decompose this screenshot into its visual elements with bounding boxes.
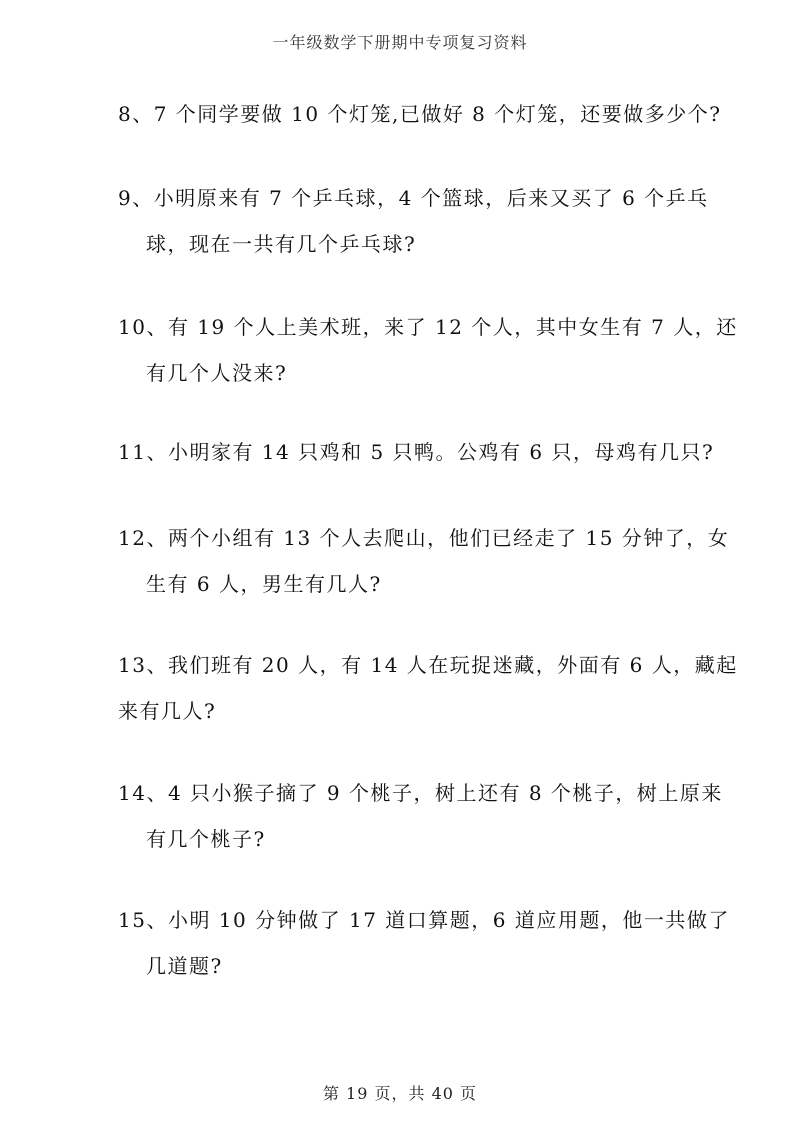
- page-header-title: 一年级数学下册期中专项复习资料: [272, 33, 528, 52]
- problem-text: 10、有 19 个人上美术班，来了 12 个人，其中女生有 7 人，还: [118, 315, 738, 339]
- problem-15: [118, 903, 730, 983]
- problem-text: 11、小明家有 14 只鸡和 5 只鸭。公鸡有 6 只，母鸡有几只?: [118, 440, 715, 464]
- problem-11: [118, 435, 718, 469]
- problem-13: [118, 648, 738, 728]
- problem-12: [118, 521, 730, 601]
- page-number: 第 19 页，共 40 页: [322, 1084, 478, 1103]
- problem-text: 13、我们班有 20 人，有 14 人在玩捉迷藏，外面有 6 人，藏起: [118, 653, 738, 677]
- problem-text-continued: 几道题?: [146, 954, 223, 978]
- problem-text-continued: 来有几人?: [118, 699, 217, 723]
- problem-text-continued: 有几个桃子?: [146, 827, 266, 851]
- problem-text-continued: 生有 6 人，男生有几人?: [146, 572, 382, 596]
- problem-text-continued: 球，现在一共有几个乒乓球?: [146, 232, 417, 256]
- problem-text: 8、7 个同学要做 10 个灯笼,已做好 8 个灯笼，还要做多少个?: [118, 102, 722, 126]
- problem-text: 9、小明原来有 7 个乒乓球，4 个篮球，后来又买了 6 个乒乓: [118, 186, 709, 210]
- problem-10: [118, 310, 738, 390]
- problem-text: 14、4 只小猴子摘了 9 个桃子，树上还有 8 个桃子，树上原来: [118, 781, 723, 805]
- problem-9: [118, 181, 718, 261]
- problem-text: 15、小明 10 分钟做了 17 道口算题，6 道应用题，他一共做了: [118, 908, 730, 932]
- problem-text-continued: 有几个人没来?: [146, 361, 288, 385]
- problem-14: [118, 776, 723, 856]
- problem-text: 12、两个小组有 13 个人去爬山，他们已经走了 15 分钟了，女: [118, 526, 730, 550]
- problem-8: [118, 97, 722, 131]
